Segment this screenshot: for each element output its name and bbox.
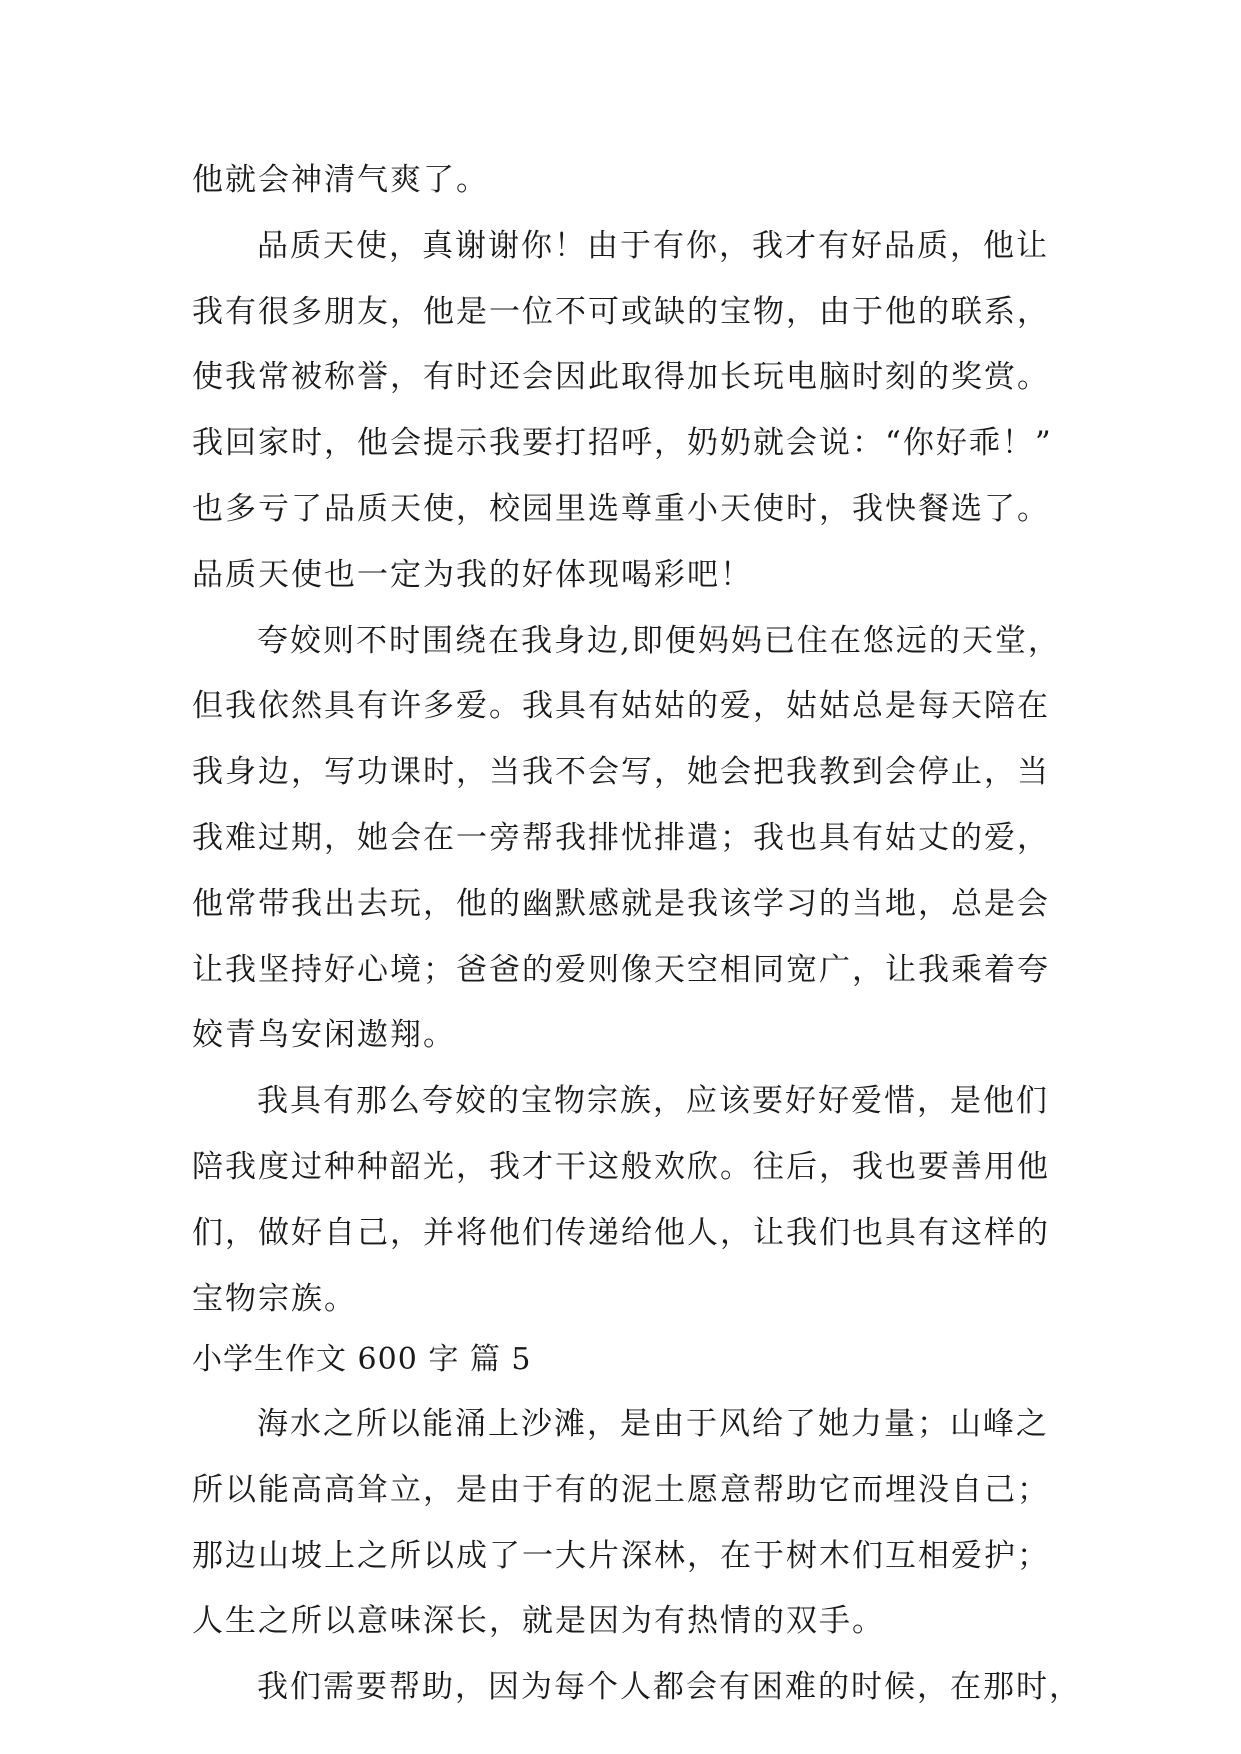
text-line: 使我常被称誉，有时还会因此取得加长玩电脑时刻的奖赏。 bbox=[192, 359, 1050, 395]
section-heading: 小学生作文 600 字 篇 5 bbox=[192, 1342, 532, 1377]
paragraph-first-line: 海水之所以能涌上沙滩，是由于风给了她力量；山峰之 bbox=[257, 1406, 1049, 1442]
text-line: 宝物宗族。 bbox=[192, 1281, 357, 1317]
text-line: 所以能高高耸立，是由于有的泥土愿意帮助它而埋没自己； bbox=[192, 1472, 1050, 1508]
text-line: 我有很多朋友，他是一位不可或缺的宝物，由于他的联系， bbox=[192, 294, 1050, 330]
paragraph-first-line: 品质天使，真谢谢你！由于有你，我才有好品质，他让 bbox=[257, 228, 1049, 264]
paragraph-first-line: 我具有那么夸姣的宝物宗族，应该要好好爱惜，是他们 bbox=[257, 1083, 1049, 1119]
text-line: 我难过期，她会在一旁帮我排忧排遣；我也具有姑丈的爱， bbox=[192, 820, 1050, 856]
text-line: 姣青鸟安闲遨翔。 bbox=[192, 1017, 456, 1053]
paragraph-first-line: 夸姣则不时围绕在我身边,即便妈妈已住在悠远的天堂， bbox=[257, 623, 1061, 659]
paragraph-first-line: 我们需要帮助，因为每个人都会有困难的时候，在那时， bbox=[257, 1669, 1082, 1705]
text-line: 们，做好自己，并将他们传递给他人，让我们也具有这样的 bbox=[192, 1215, 1050, 1251]
text-line: 也多亏了品质天使，校园里选尊重小天使时，我快餐选了。 bbox=[192, 491, 1050, 527]
text-line: 但我依然具有许多爱。我具有姑姑的爱，姑姑总是每天陪在 bbox=[192, 688, 1050, 724]
text-line: 陪我度过种种韶光，我才干这般欢欣。往后，我也要善用他 bbox=[192, 1149, 1050, 1185]
text-line: 品质天使也一定为我的好体现喝彩吧！ bbox=[192, 557, 753, 593]
text-line: 人生之所以意味深长，就是因为有热情的双手。 bbox=[192, 1603, 885, 1639]
text-line: 那边山坡上之所以成了一大片深林，在于树木们互相爱护； bbox=[192, 1538, 1050, 1574]
text-line: 让我坚持好心境；爸爸的爱则像天空相同宽广，让我乘着夸 bbox=[192, 952, 1050, 988]
text-line: 我回家时，他会提示我要打招呼，奶奶就会说：“你好乖！” bbox=[192, 425, 1053, 461]
text-line: 我身边，写功课时，当我不会写，她会把我教到会停止，当 bbox=[192, 754, 1050, 790]
text-line: 他就会神清气爽了。 bbox=[192, 162, 489, 198]
text-line: 他常带我出去玩，他的幽默感就是我该学习的当地，总是会 bbox=[192, 886, 1050, 922]
